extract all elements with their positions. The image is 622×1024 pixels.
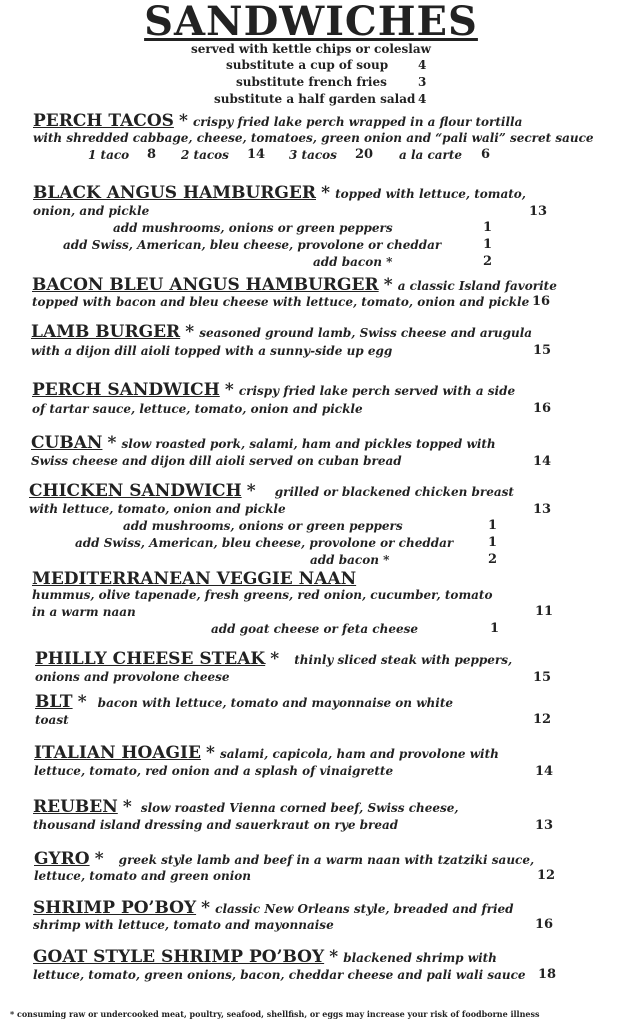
item-desc: crispy fried lake perch served with a side <box>238 384 516 398</box>
item-name: BLACK ANGUS HAMBURGER <box>33 183 316 203</box>
item-desc: in a warm naan <box>32 605 136 619</box>
menu-item-italian-hoagie <box>34 743 499 763</box>
item-price: 13 <box>535 818 554 833</box>
star-marker: * <box>383 275 393 295</box>
star-marker: * <box>77 692 87 712</box>
item-desc: shrimp with lettuce, tomato and mayonnaise <box>33 918 334 932</box>
addon-price: 1 <box>483 237 493 252</box>
served-with-note: served with kettle chips or coleslaw <box>191 42 431 56</box>
item-desc: with shredded cabbage, cheese, tomatoes, green onion and “pali wali” secret sauce <box>33 131 594 145</box>
item-desc: salami, capicola, ham and provolone with <box>219 747 499 761</box>
star-marker: * <box>201 898 211 918</box>
item-desc: bacon with lettuce, tomato and mayonnaise on white <box>97 696 453 710</box>
star-marker: * <box>329 947 339 967</box>
addon-price: 2 <box>488 552 498 567</box>
addon-price: 2 <box>483 254 493 269</box>
menu-item-goat-style-shrimp-poboy <box>33 947 497 967</box>
item-desc: lettuce, tomato, red onion and a splash of vinaigrette <box>34 764 394 778</box>
item-desc: of tartar sauce, lettuce, tomato, onion and pickle <box>32 402 363 416</box>
item-price: 18 <box>538 967 557 982</box>
addon-label: add Swiss, American, bleu cheese, provolone or cheddar <box>75 536 454 550</box>
taco-option-label: 3 tacos <box>289 148 337 162</box>
addon-label: add goat cheese or feta cheese <box>211 622 418 636</box>
item-price: 12 <box>537 868 556 883</box>
taco-option-label: 2 tacos <box>181 148 229 162</box>
taco-option-price: 14 <box>247 147 266 162</box>
item-desc: grilled or blackened chicken breast <box>274 485 514 499</box>
item-price: 14 <box>533 454 552 469</box>
taco-option-price: 20 <box>355 147 374 162</box>
item-price: 11 <box>535 604 554 619</box>
item-name: CHICKEN SANDWICH <box>29 481 242 501</box>
taco-option-price: 8 <box>147 147 157 162</box>
menu-item-mediterranean-veggie-naan <box>32 569 356 589</box>
addon-label: add mushrooms, onions or green peppers <box>113 221 393 235</box>
star-marker: * <box>185 322 195 342</box>
addon-label: add bacon * <box>313 255 393 269</box>
star-marker: * <box>179 111 188 131</box>
item-name: PERCH TACOS <box>33 111 174 131</box>
item-name: MEDITERRANEAN VEGGIE NAAN <box>32 569 357 589</box>
item-price: 16 <box>535 917 554 932</box>
menu-item-bacon-bleu-angus-hamburger <box>32 275 557 295</box>
item-desc: lettuce, tomato, green onions, bacon, cheddar cheese and pali wali sauce <box>33 968 526 982</box>
item-desc: blackened shrimp with <box>343 951 497 965</box>
item-desc: topped with bacon and bleu cheese with lettuce, tomato, onion and pickle <box>32 295 530 309</box>
star-marker: * <box>206 743 215 763</box>
item-desc: with a dijon dill aioli topped with a sunny-side up egg <box>31 344 393 358</box>
item-desc: topped with lettuce, tomato, <box>335 187 526 201</box>
menu-item-philly-cheese-steak <box>35 649 512 669</box>
page-title: SANDWICHES <box>144 0 478 45</box>
menu-item-perch-tacos <box>33 111 522 131</box>
item-desc: crispy fried lake perch wrapped in a flour tortilla <box>192 115 523 129</box>
item-name: SHRIMP PO’BOY <box>33 898 197 918</box>
star-marker: * <box>94 849 104 869</box>
item-name: LAMB BURGER <box>31 322 181 342</box>
star-marker: * <box>122 797 132 817</box>
menu-item-shrimp-poboy <box>33 898 514 918</box>
item-name: ITALIAN HOAGIE <box>34 743 201 763</box>
star-marker: * <box>321 183 330 203</box>
item-name: BLT <box>35 692 73 712</box>
item-desc: Swiss cheese and dijon dill aioli served on cuban bread <box>31 454 402 468</box>
sub-price: 4 <box>418 58 427 72</box>
item-desc: thousand island dressing and sauerkraut on rye bread <box>33 818 399 832</box>
star-marker: * <box>270 649 280 669</box>
taco-option-label: 1 taco <box>88 148 130 162</box>
item-price: 14 <box>535 764 554 779</box>
sub-price: 4 <box>418 92 427 106</box>
addon-label: add bacon * <box>310 553 390 567</box>
sub-label: substitute french fries <box>236 75 387 89</box>
item-desc: seasoned ground lamb, Swiss cheese and arugula <box>199 326 533 340</box>
taco-option-label: a la carte <box>399 148 463 162</box>
item-price: 16 <box>533 401 552 416</box>
item-desc: thinly sliced steak with peppers, <box>294 653 513 667</box>
item-price: 15 <box>533 343 552 358</box>
item-name: PHILLY CHEESE STEAK <box>35 649 266 669</box>
addon-price: 1 <box>490 621 500 636</box>
addon-label: add mushrooms, onions or green peppers <box>123 519 403 533</box>
item-name: BACON BLEU ANGUS HAMBURGER <box>32 275 379 295</box>
sub-price: 3 <box>418 75 427 89</box>
item-desc: onions and provolone cheese <box>35 670 230 684</box>
item-price: 16 <box>532 294 551 309</box>
menu-item-reuben <box>33 797 459 817</box>
taco-option-price: 6 <box>481 147 491 162</box>
item-desc: toast <box>35 713 69 727</box>
item-name: GYRO <box>34 849 90 869</box>
star-marker: * <box>246 481 256 501</box>
item-name: REUBEN <box>33 797 118 817</box>
item-price: 13 <box>529 204 548 219</box>
star-marker: * <box>224 380 234 400</box>
item-name: PERCH SANDWICH <box>32 380 220 400</box>
menu-item-perch-sandwich <box>32 380 515 400</box>
menu-item-cuban <box>31 433 496 453</box>
item-desc: greek style lamb and beef in a warm naan with tzatziki sauce, <box>118 853 535 867</box>
menu-item-blt <box>35 692 453 712</box>
item-desc: onion, and pickle <box>33 204 150 218</box>
item-price: 13 <box>533 502 552 517</box>
sub-label: substitute a half garden salad <box>214 92 416 106</box>
addon-price: 1 <box>483 220 493 235</box>
addon-label: add Swiss, American, bleu cheese, provolone or cheddar <box>63 238 442 252</box>
item-desc: slow roasted Vienna corned beef, Swiss cheese, <box>140 801 459 815</box>
footnote: * consuming raw or undercooked meat, poultry, seafood, shellfish, or eggs may increase your risk of foodborne illness <box>10 1009 540 1019</box>
addon-price: 1 <box>488 518 498 533</box>
item-desc: with lettuce, tomato, onion and pickle <box>29 502 286 516</box>
item-price: 12 <box>533 712 552 727</box>
star-marker: * <box>107 433 117 453</box>
item-name: GOAT STYLE SHRIMP PO’BOY <box>33 947 325 967</box>
menu-item-black-angus-hamburger <box>33 183 526 203</box>
item-name: CUBAN <box>31 433 103 453</box>
item-desc: a classic Island favorite <box>397 279 557 293</box>
item-desc: lettuce, tomato and green onion <box>34 869 252 883</box>
item-desc: hummus, olive tapenade, fresh greens, red onion, cucumber, tomato <box>32 588 493 602</box>
addon-price: 1 <box>488 535 498 550</box>
item-price: 15 <box>533 670 552 685</box>
menu-item-chicken-sandwich <box>29 481 514 501</box>
sub-label: substitute a cup of soup <box>226 58 389 72</box>
menu-item-lamb-burger <box>31 322 532 342</box>
menu-item-gyro <box>34 849 534 869</box>
item-desc: slow roasted pork, salami, ham and pickles topped with <box>121 437 496 451</box>
item-desc: classic New Orleans style, breaded and fried <box>215 902 514 916</box>
